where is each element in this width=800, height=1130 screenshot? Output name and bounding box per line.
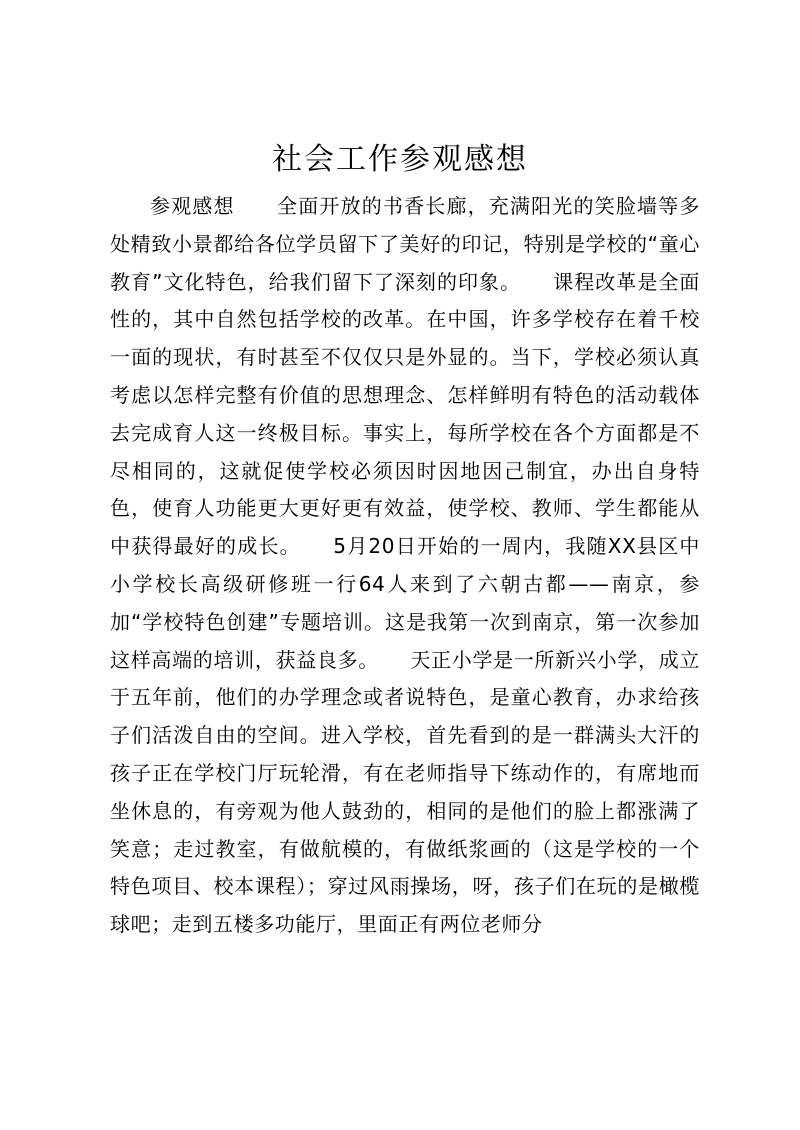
document-title: 社会工作参观感想 <box>272 142 528 177</box>
document-body-paragraph: 参观感想 全面开放的书香长廊，充满阳光的笑脸墙等多处精致小景都给各位学员留下了美好的印记，特别是学校的“童心教育”文化特色，给我们留下了深刻的印象。 课程改革是全面性的，其中自然包括学校的改革。在中国，许多学校存在着千校一面的现状，有时甚至不仅仅只是外显的。当下，学校必须认真考虑以怎样完整有价值的思想理念、怎样鲜明有特色的活动载体去完成育人这一终极目标。事实上，每所学校在各个方面都是不尽相同的，这就促使学校必须因时因地因己制宜，办出自身特色，使育人功能更大更好更有效益，使学校、教师、学生都能从中获得最好的成长。 5月20日开始的一周内，我随XX县区中小学校长高级研修班一行64人来到了六朝古都——南京，参加“学校特色创建”专题培训。这是我第一次到南京，第一次参加这样高端的培训，获益良多。 天正小学是一所新兴小学，成立于五年前，他们的办学理念或者说特色，是童心教育，办求给孩子们活泼自由的空间。进入学校，首先看到的是一群满头大汗的孩子正在学校门厅玩轮滑，有在老师指导下练动作的，有席地而坐休息的，有旁观为他人鼓劲的，相同的是他们的脸上都涨满了笑意；走过教室，有做航模的，有做纸浆画的（这是学校的一个特色项目、校本课程）；穿过风雨操场，呀，孩子们在玩的是橄榄球吧；走到五楼多功能厅，里面正有两位老师分 <box>110 194 700 937</box>
